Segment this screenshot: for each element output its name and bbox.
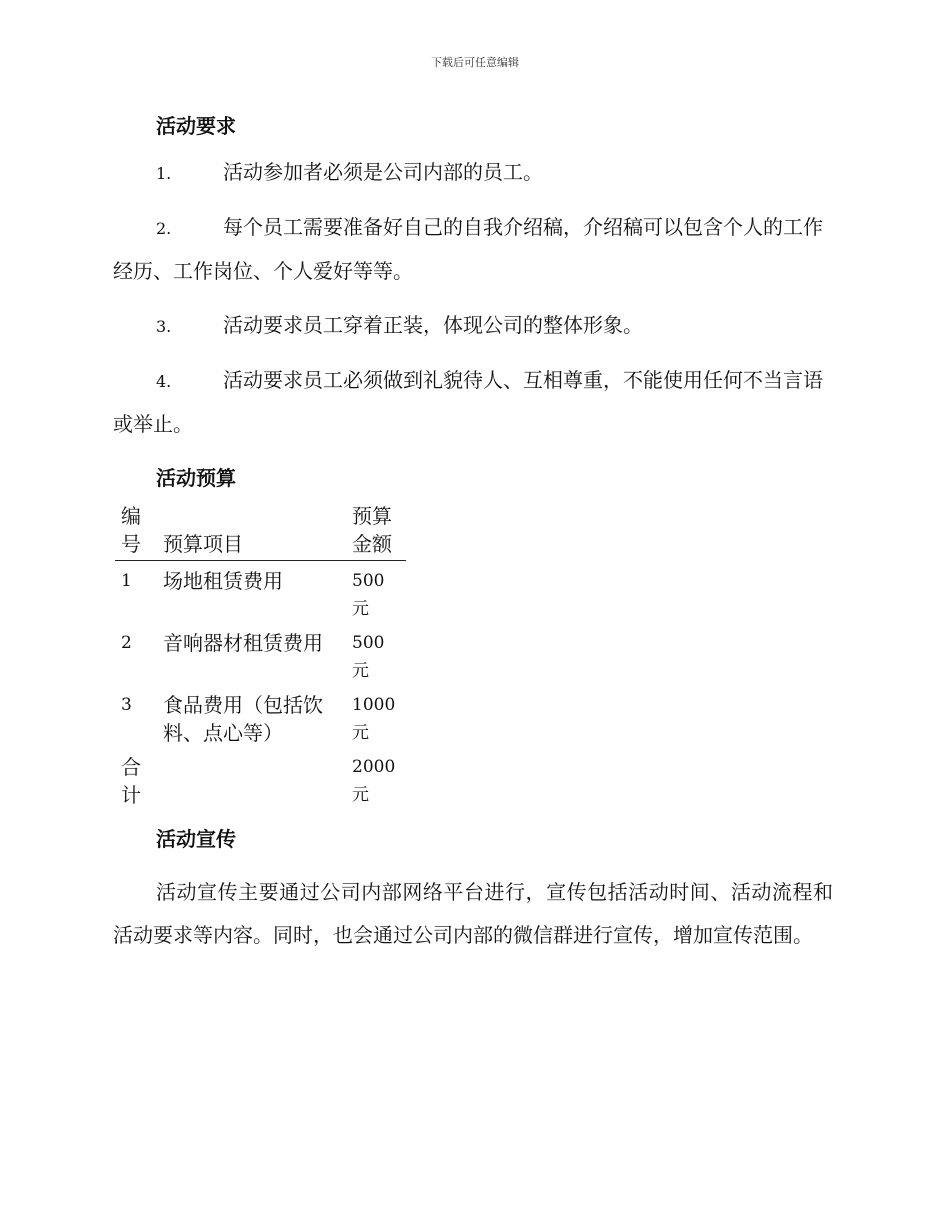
row-no: 合计 [121,755,141,807]
table-row [115,623,406,685]
requirement-number: 4. [156,372,172,391]
row-amount: 2000元 [352,757,396,805]
table-row-total [115,747,406,809]
row-no: 2 [121,633,132,653]
header-amount: 预算金额 [346,502,406,561]
budget-table-header-row [115,502,406,561]
requirements-heading: 活动要求 [156,114,236,138]
requirement-number: 2. [156,219,172,238]
promotion-paragraph: 活动宣传主要通过公司内部网络平台进行，宣传包括活动时间、活动流程和活动要求等内容。同时，也会通过公司内部的微信群进行宣传，增加宣传范围。 [113,880,833,947]
page-header-note: 下载后可任意编辑 [431,56,519,69]
budget-heading: 活动预算 [156,466,236,490]
row-item: 音响器材租赁费用 [163,631,323,655]
requirement-number: 1. [156,164,172,183]
document-body [113,110,833,957]
requirement-text: 每个员工需要准备好自己的自我介绍稿，介绍稿可以包含个人的工作经历、工作岗位、个人爱好等等。 [113,215,823,283]
header-item: 预算项目 [157,502,346,561]
row-item: 食品费用（包括饮料、点心等） [163,693,323,745]
requirement-item-3 [113,304,833,348]
row-amount: 500元 [352,633,385,681]
row-item [157,747,346,809]
budget-table [115,502,406,809]
requirement-text: 活动参加者必须是公司内部的员工。 [223,160,543,184]
promotion-heading: 活动宣传 [156,827,236,851]
table-row [115,561,406,624]
row-amount: 500元 [352,571,385,619]
requirement-number: 3. [156,317,172,336]
table-row [115,685,406,747]
requirement-text: 活动要求员工必须做到礼貌待人、互相尊重，不能使用任何不当言语或举止。 [113,368,823,436]
row-item: 场地租赁费用 [163,569,283,593]
requirement-item-1 [113,151,833,195]
requirement-text: 活动要求员工穿着正装，体现公司的整体形象。 [223,313,643,337]
row-no: 1 [121,571,132,591]
row-no: 3 [121,695,132,715]
requirement-item-2 [113,206,833,293]
header-no: 编号 [115,502,157,561]
requirement-item-4 [113,359,833,446]
requirements-list [113,151,833,446]
row-amount: 1000元 [352,695,396,743]
